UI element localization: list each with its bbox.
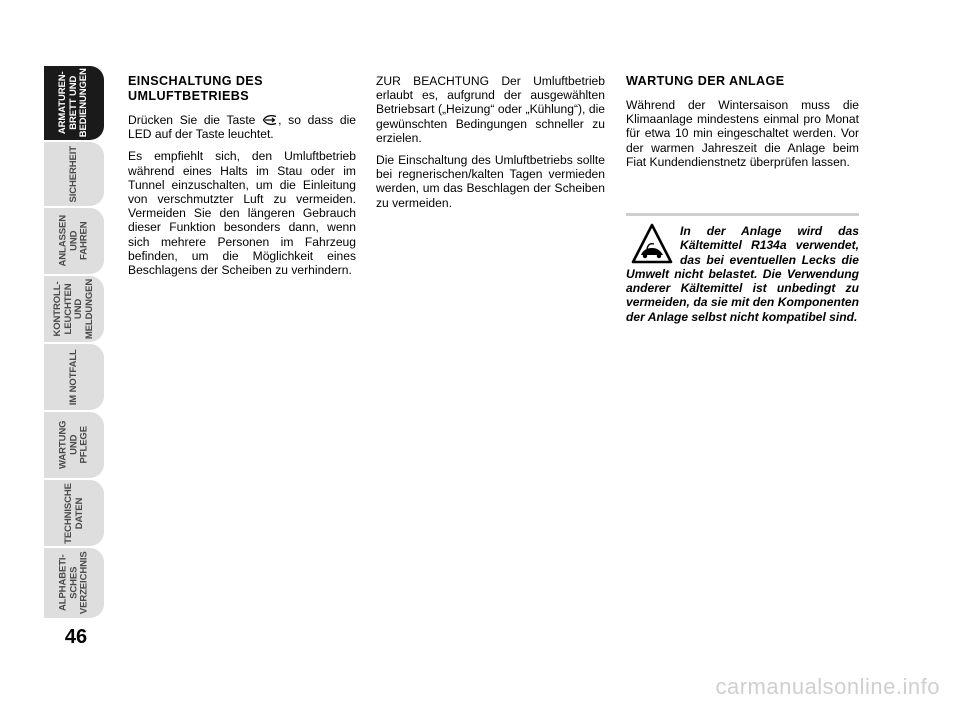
warning-icon-spacer <box>626 224 680 266</box>
page-number: 46 <box>64 626 88 648</box>
sidebar-tab-label: IM NOTFALL <box>67 349 79 405</box>
paragraph-text: Drücken Sie die Taste <box>128 113 256 127</box>
sidebar-tab-label: WARTUNG UND PFLEGE <box>57 420 90 470</box>
paragraph <box>128 113 356 141</box>
column-note <box>376 74 605 218</box>
sidebar-tab-sicherheit[interactable] <box>44 142 104 206</box>
warning-text: In der Anlage wird das Kältemittel R134a verwendet, das bei eventuellen Lecks die Umwelt nicht belastet. Die Verwendung anderer Kältemittel ist unbedingt zu vermeiden, da sie mit den Komponenten der Anlage selbst nicht kompatibel sind. <box>626 224 859 324</box>
sidebar-tab-notfall[interactable] <box>44 344 104 410</box>
paragraph-text: , so dass die LED auf der Taste leuchtet. <box>128 113 356 142</box>
paragraph: Es empfiehlt sich, den Umluftbetrieb während eines Halts im Stau oder im Tunnel einzuschalten, um die Einleitung von verschmutzter Luft zu vermeiden. Vermeiden Sie den längeren Gebrauch dieser Funktion besonders dann, wenn sich mehrere Personen im Fahrzeug befinden, um die Möglichkeit eines Beschlagens der Scheiben zu verhindern. <box>128 149 356 278</box>
paragraph: Während der Wintersaison muss die Klimaanlage mindestens einmal pro Monat für etwa 10 min eingeschaltet werden. Vor der warmen Jahreszeit die Anlage beim Fiat Kundendienstnetz überprüfen lassen. <box>626 98 859 169</box>
column-recirculation <box>128 74 356 285</box>
sidebar-tab-label: TECHNISCHE DATEN <box>62 482 85 544</box>
recirculation-icon <box>262 114 278 126</box>
sidebar-tab-label: ARMATUREN- BRETT UND BEDIENUNGEN <box>57 68 90 138</box>
warning-text-block <box>626 224 859 324</box>
sidebar-tab-label: KONTROLL- LEUCHTEN UND MELDUNGEN <box>52 278 95 340</box>
sidebar-tab-anlassen[interactable] <box>44 208 104 274</box>
warning-divider <box>626 213 859 216</box>
sidebar-tab-wartung[interactable] <box>44 412 104 478</box>
section-heading: WARTUNG DER ANLAGE <box>626 74 785 88</box>
sidebar-tab-label: SICHERHEIT <box>67 145 79 203</box>
sidebar-tab-kontrollleuchten[interactable] <box>44 276 104 342</box>
paragraph: ZUR BEACHTUNG Der Umluftbetrieb erlaubt es, aufgrund der ausgewählten Betriebsart („Heizung“ oder „Kühlung“), die gewünschten Bedingungen schneller zu erzielen. <box>376 74 605 145</box>
paragraph: Die Einschaltung des Umluftbetriebs sollte bei regnerischen/kalten Tagen vermieden werden, um das Beschlagen der Scheiben zu vermeiden. <box>376 153 605 210</box>
sidebar-tab-label: ANLASSEN UND FAHREN <box>57 215 90 267</box>
sidebar-tab-technische-daten[interactable] <box>44 480 104 546</box>
sidebar-tab-armaturenbrett[interactable] <box>44 66 104 140</box>
sidebar-tab-label: ALPHABETI- SCHES VERZEICHNIS <box>57 551 90 615</box>
sidebar-tab-verzeichnis[interactable] <box>44 548 104 618</box>
section-heading: EINSCHALTUNG DES UMLUFTBETRIEBS <box>128 74 263 103</box>
column-maintenance <box>626 74 859 177</box>
watermark: carmanualsonline.info <box>715 674 940 699</box>
